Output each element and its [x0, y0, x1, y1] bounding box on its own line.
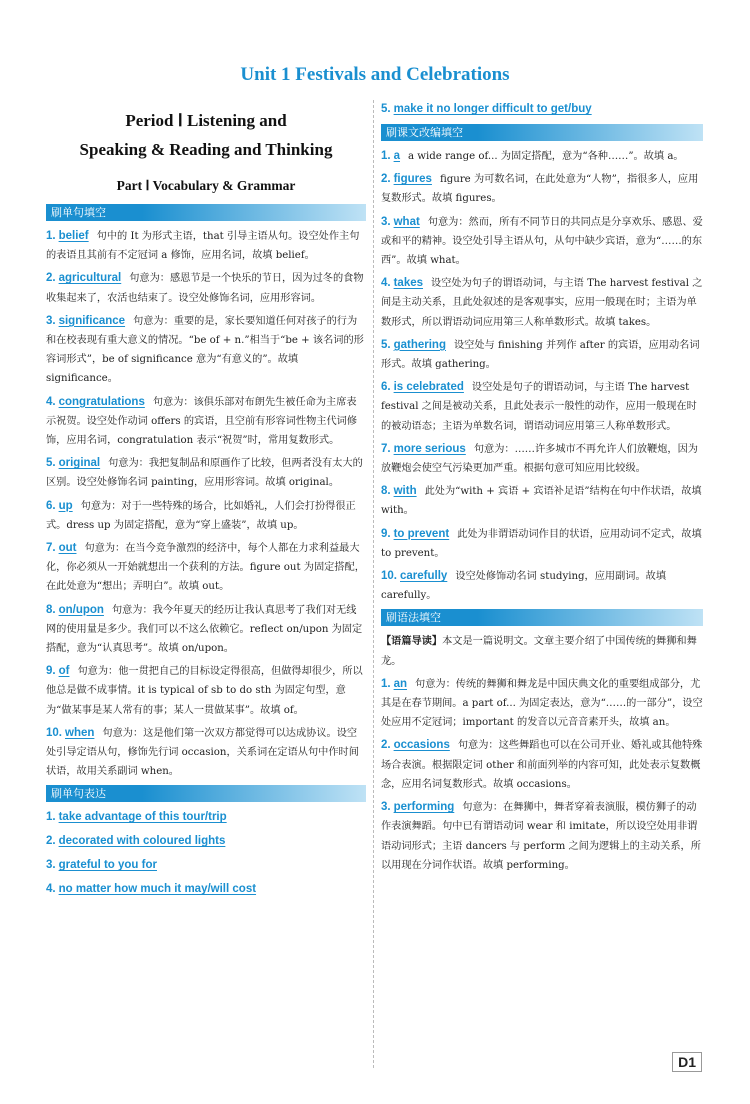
grammar-fill-list: [381, 675, 703, 875]
item-answer: belief: [58, 230, 89, 242]
unit-title: Unit 1 Festivals and Celebrations: [240, 64, 510, 85]
text-fill-item: [381, 440, 703, 478]
item-answer: make it no longer difficult to get/buy: [393, 103, 592, 115]
item-number: 5.: [46, 457, 56, 470]
item-number: 2.: [46, 835, 56, 848]
item-number: 9.: [381, 527, 391, 540]
item-explanation: 句意为：他一贯把自己的目标设定得很高，但做得却很少，所以他总是做不成事情。it is typical of sb to do sth 为固定句型，意为“做某事是某人常有的事；某人一贯做某事”。故填 of。: [46, 666, 363, 716]
item-number: 3.: [381, 801, 391, 814]
item-number: 5.: [381, 103, 391, 115]
item-explanation: 句意为：该俱乐部对布朗先生被任命为主席表示祝贺。设空处作动词 offers 的宾语，且空前有形容词性物主代词修饰，应用名词，congratulation 表示“祝贺”时，常用复数形式。: [46, 396, 358, 447]
item-number: 3.: [381, 215, 391, 228]
item-answer: significance: [58, 314, 126, 327]
item-answer: more serious: [393, 442, 466, 455]
item-number: 7.: [46, 542, 56, 555]
item-explanation: 句意为：这些舞蹈也可以在公司开业、婚礼或其他特殊场合表演。根据限定词 other 和前面列举的内容可知，此处表示复数概念，应用名词复数形式。故填 occasions。: [381, 740, 703, 790]
single-express-list: [46, 808, 366, 899]
text-fill-item: [381, 336, 703, 374]
item-explanation: 此处为非谓语动词作目的状语，应用动词不定式，故填 to prevent。: [381, 528, 702, 559]
single-fill-item: [46, 601, 366, 659]
item-answer: takes: [393, 277, 424, 290]
item-answer: grateful to you for: [58, 859, 157, 872]
item-number: 1.: [46, 811, 56, 824]
item-explanation: 句意为：重要的是，家长要知道任何对孩子的行为和在校表现有重大意义的情况。“be of + n.”相当于“be + 该名词的形容词形式”，be of significance 意为“有意义的”。故填 significance。: [46, 315, 364, 385]
item-answer: gathering: [393, 338, 446, 351]
item-answer: a: [393, 150, 400, 162]
section-single-fill: 刷单句填空: [46, 204, 366, 221]
single-fill-item: [46, 497, 366, 535]
item-number: 8.: [381, 485, 391, 498]
text-fill-item: [381, 482, 703, 520]
express-item: [381, 100, 703, 119]
express-item: [46, 832, 366, 851]
item-answer: decorated with coloured lights: [58, 835, 226, 848]
text-fill-item: [381, 170, 703, 208]
item-explanation: 句意为：传统的舞狮和舞龙是中国庆典文化的重要组成部分，尤其是在春节期间。a part of... 为固定表达，意为“……的一部分”，设空处应用不定冠词；important 的发音以元音音素开头，故填 an。: [381, 678, 703, 729]
single-fill-item: [46, 662, 366, 720]
section-grammar-fill: 刷语法填空: [381, 609, 703, 626]
item-answer: when: [65, 726, 95, 739]
item-answer: on/upon: [58, 603, 104, 616]
item-answer: carefully: [400, 570, 448, 583]
left-column: [46, 100, 366, 904]
item-answer: no matter how much it may/will cost: [58, 883, 257, 896]
item-number: 10.: [381, 570, 397, 583]
item-answer: to prevent: [393, 527, 450, 540]
guide-label: 【语篇导读】: [381, 635, 443, 648]
express-item: [46, 856, 366, 875]
single-fill-item: [46, 312, 366, 389]
item-explanation: 设空处是句子的谓语动词，与主语 The harvest festival 之间是被动关系，且此处表示一般性的动作，应用一般现在时的被动语态；主语为单数名词，谓语动词应用第三人称单数形式。: [381, 382, 697, 432]
item-number: 1.: [46, 230, 56, 242]
grammar-fill-item: [381, 675, 703, 733]
period-title-line2: Speaking & Reading and Thinking: [79, 140, 333, 159]
text-fill-item: [381, 274, 703, 332]
item-answer: agricultural: [58, 272, 122, 285]
item-explanation: 句中的 It 为形式主语，that 引导主语从句。设空处作主句的表语且其前有不定冠词 a 修饰，应用名词，故填 belief。: [46, 231, 360, 262]
single-fill-item: [46, 227, 366, 265]
item-answer: up: [58, 499, 73, 512]
item-answer: occasions: [393, 739, 450, 752]
item-explanation: 句意为：我把复制品和原画作了比较，但两者没有太大的区别。设空处修饰名词 painting，应用形容词。故填 original。: [46, 458, 363, 489]
period-title-line1: Period Ⅰ Listening and: [125, 111, 287, 130]
item-explanation: 句意为：在当今竞争激烈的经济中，每个人都在力求利益最大化，你必须从一开始就想出一个获利的方法。figure out 为固定搭配，在此处意为“想出；弄明白”。故填 out。: [46, 543, 365, 593]
period-title: [46, 106, 366, 164]
item-answer: figures: [393, 173, 432, 186]
item-explanation: 句意为：对于一些特殊的场合，比如婚礼，人们会打扮得很正式。dress up 为固定搭配，意为“穿上盛装”，故填 up。: [46, 500, 356, 531]
grammar-fill-item: [381, 798, 703, 875]
item-number: 9.: [46, 665, 56, 678]
item-explanation: 句意为：然而，所有不同节日的共同点是分享欢乐、感恩、爱或和平的精神。设空处引导主语从句，从句中缺少宾语，意为“……的东西”。故填 what。: [381, 216, 703, 267]
item-answer: congratulations: [58, 395, 145, 408]
item-answer: an: [393, 677, 408, 690]
item-answer: with: [393, 485, 417, 498]
text-fill-item: [381, 147, 703, 166]
item-number: 4.: [381, 277, 391, 290]
text-fill-item: [381, 525, 703, 563]
item-number: 1.: [381, 150, 391, 162]
item-number: 6.: [46, 499, 56, 512]
item-number: 5.: [381, 338, 391, 351]
express-item: [46, 808, 366, 827]
text-guide: [381, 632, 703, 670]
item-number: 6.: [381, 381, 391, 394]
item-number: 2.: [381, 173, 391, 186]
text-fill-list: [381, 147, 703, 605]
item-number: 7.: [381, 442, 391, 455]
item-number: 4.: [46, 883, 56, 896]
item-answer: take advantage of this tour/trip: [58, 811, 227, 824]
item-number: 4.: [46, 395, 56, 408]
item-explanation: 此处为“with + 宾语 + 宾语补足语”结构在句中作状语，故填 with。: [381, 486, 702, 517]
single-fill-list: [46, 227, 366, 781]
page-number: D1: [672, 1052, 702, 1072]
item-answer: original: [58, 457, 101, 470]
item-explanation: 设空处修饰动名词 studying，应用副词。故填 carefully。: [381, 571, 667, 602]
item-explanation: 句意为：这是他们第一次双方都觉得可以达成协议。设空处引导定语从句，修饰先行词 occasion，关系词在定语从句中作时间状语，故用关系副词 when。: [46, 727, 359, 778]
guide-text: 本文是一篇说明文。文章主要介绍了中国传统的舞狮和舞龙。: [381, 636, 697, 667]
single-fill-item: [46, 539, 366, 597]
text-fill-item: [381, 567, 703, 605]
item-explanation: 句意为：我今年夏天的经历让我认真思考了我们对无线网的使用量是多少。我们可以不这么依赖它。reflect on/upon 为固定搭配，意为“认真思考”。故填 on/upon。: [46, 604, 363, 655]
item-explanation: 句意为：感恩节是一个快乐的节日，因为过冬的食物收集起来了，农活也结束了。设空处修饰名词，应用形容词。: [46, 273, 364, 304]
item-number: 3.: [46, 859, 56, 872]
item-explanation: 句意为：……许多城市不再允许人们放鞭炮，因为放鞭炮会使空气污染更加严重。根据句意可知应用比较级。: [381, 443, 698, 475]
single-fill-item: [46, 724, 366, 782]
single-fill-item: [46, 269, 366, 307]
item-explanation: 设空处与 finishing 并列作 after 的宾语，应用动名词形式。故填 gathering。: [381, 339, 700, 371]
item-number: 10.: [46, 726, 62, 739]
item-number: 2.: [381, 739, 391, 752]
section-text-fill: 刷课文改编填空: [381, 124, 703, 141]
grammar-fill-item: [381, 736, 703, 794]
item-explanation: figure 为可数名词，在此处意为“人物”，指很多人，应用复数形式。故填 figures。: [381, 174, 699, 205]
express-item: [46, 880, 366, 899]
right-column: [381, 100, 703, 879]
text-fill-item: [381, 378, 703, 436]
item-number: 3.: [46, 314, 56, 327]
single-express-list-continued: [381, 100, 703, 119]
text-fill-item: [381, 213, 703, 271]
item-number: 2.: [46, 272, 56, 285]
item-explanation: 句意为：在舞狮中，舞者穿着表演服，模仿狮子的动作表演舞蹈。句中已有谓语动词 wear 和 imitate，所以设空处用非谓语动词形式；主语 dancers 与 perform 之间为逻辑上的主动关系，所以用现在分词作状语。故填 performing。: [381, 802, 701, 871]
item-number: 8.: [46, 603, 56, 616]
single-fill-item: [46, 393, 366, 451]
column-divider: [373, 100, 374, 1068]
item-number: 1.: [381, 677, 391, 690]
single-fill-item: [46, 454, 366, 492]
item-answer: out: [58, 542, 77, 555]
section-single-express: 刷单句表达: [46, 785, 366, 802]
item-explanation: 设空处为句子的谓语动词，与主语 The harvest festival 之间是主动关系，且此处叙述的是客观事实，应用一般现在时；主语为单数形式，所以谓语动词应用第三人称单数形式。故填 takes。: [381, 278, 703, 328]
item-explanation: a wide range of... 为固定搭配，意为“各种……”。故填 a。: [408, 151, 684, 162]
part-title: Part Ⅰ Vocabulary & Grammar: [116, 178, 296, 193]
item-answer: of: [58, 665, 70, 678]
item-answer: what: [393, 215, 420, 228]
item-answer: is celebrated: [393, 381, 464, 394]
item-answer: performing: [393, 801, 455, 814]
